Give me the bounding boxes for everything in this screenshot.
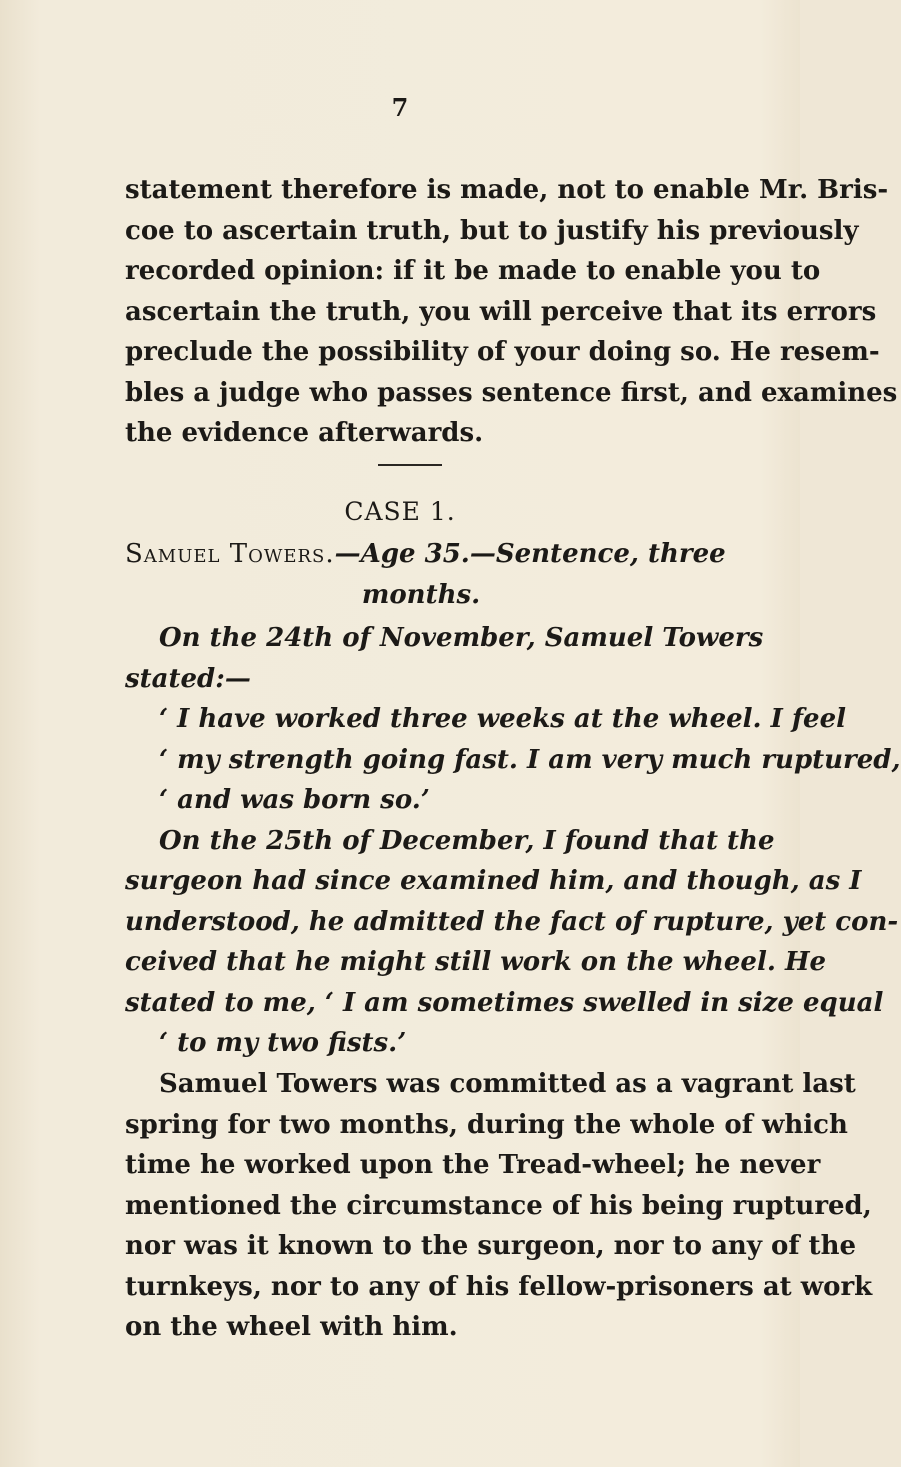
quote-line: ‘ I have worked three weeks at the wheel. I feel bbox=[159, 704, 847, 734]
text-line: ascertain the truth, you will perceive that its errors bbox=[125, 296, 877, 327]
text-line: nor was it known to the surgeon, nor to any of the bbox=[125, 1231, 857, 1261]
page-number: 7 bbox=[391, 93, 409, 122]
text-line: spring for two months, during the whole of which bbox=[125, 1109, 848, 1140]
text-line: the evidence afterwards. bbox=[125, 418, 484, 448]
closing-paragraph bbox=[125, 1064, 873, 1348]
case-sentence-cont: months. bbox=[361, 579, 481, 610]
text-line: turnkeys, nor to any of his fellow-prisoners at work bbox=[125, 1271, 873, 1302]
text-line: stated:— bbox=[125, 663, 251, 694]
text-line: stated to me, ‘ I am sometimes swelled in size equal bbox=[125, 987, 884, 1018]
text-line: understood, he admitted the fact of rupture, yet con- bbox=[125, 906, 899, 937]
text-line: ceived that he might still work on the wheel. He bbox=[125, 947, 827, 977]
text-line: surgeon had since examined him, and though, as I bbox=[125, 866, 862, 896]
statement-paragraph bbox=[125, 618, 901, 1064]
case-title-line bbox=[125, 534, 726, 575]
text-line: coe to ascertain truth, but to justify his previously bbox=[125, 215, 859, 246]
text-line: ‘ to my two fists.’ bbox=[159, 1028, 407, 1058]
case-age-sentence: —Age 35.—Sentence, three bbox=[334, 539, 726, 569]
text-line: bles a judge who passes sentence first, and examines bbox=[125, 377, 898, 408]
quote-line: ‘ my strength going fast. I am very much ruptured, bbox=[159, 744, 901, 775]
case-title bbox=[125, 534, 726, 615]
text-line: statement therefore is made, not to enable Mr. Bris- bbox=[125, 175, 889, 205]
text-line: recorded opinion: if it be made to enable you to bbox=[125, 256, 821, 286]
intro-paragraph bbox=[125, 170, 898, 454]
section-divider bbox=[378, 464, 442, 466]
text-line: time he worked upon the Tread-wheel; he never bbox=[125, 1150, 821, 1180]
text-line: preclude the possibility of your doing so. He resem- bbox=[125, 337, 880, 367]
case-name: Samuel Towers. bbox=[125, 539, 335, 569]
text-line: Samuel Towers was committed as a vagrant last bbox=[159, 1069, 856, 1099]
text-line: On the 25th of December, I found that the bbox=[159, 825, 775, 856]
text-line: mentioned the circumstance of his being ruptured, bbox=[125, 1190, 872, 1221]
case-heading: CASE 1. bbox=[344, 497, 456, 526]
text-line: On the 24th of November, Samuel Towers bbox=[159, 623, 764, 653]
quote-line: ‘ and was born so.’ bbox=[159, 785, 430, 815]
text-line: on the wheel with him. bbox=[125, 1312, 458, 1342]
